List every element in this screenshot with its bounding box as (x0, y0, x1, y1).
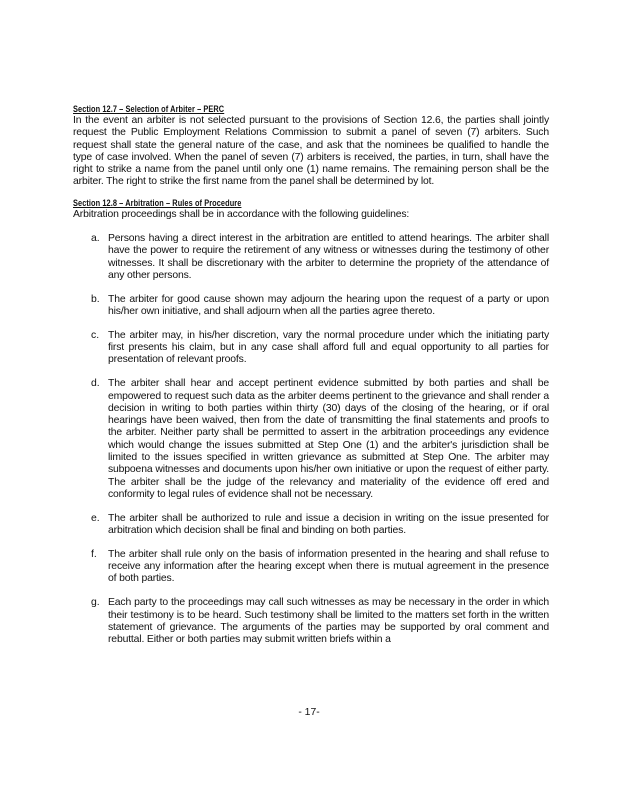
list-item-text: Each party to the proceedings may call such witnesses as may be necessary in the order in which their testimony is to be heard. Such testimony shall be limited to the matters set forth in the written statement of grievance. The arguments of the parties may be supported by oral comment and rebuttal. Either or both parties may submit written briefs within a (108, 597, 549, 646)
list-item-letter: d. (91, 378, 100, 390)
section-12-8 (73, 198, 549, 647)
list-item (73, 294, 549, 319)
list-item-text: The arbiter shall rule only on the basis of information presented in the hearing and shall refuse to receive any information after the hearing except when there is mutual agreement in the presence of both parties. (108, 548, 549, 585)
section-12-8-intro: Arbitration proceedings shall be in accordance with the following guidelines: (73, 208, 410, 220)
list-item-letter: g. (91, 597, 100, 609)
list-item (73, 330, 549, 367)
document-content (73, 104, 549, 658)
list-item-letter: b. (91, 293, 100, 305)
section-12-8-heading: Section 12.8 – Arbitration – Rules of Procedure (73, 197, 242, 208)
section-12-7 (73, 104, 549, 189)
list-item-text: Persons having a direct interest in the arbitration are entitled to attend hearings. The arbiter shall have the power to require the retirement of any witness or witnesses during the testimony of other witnesses. It shall be discretionary with the arbiter to determine the propriety of the attendance of any other persons. (108, 233, 549, 281)
list-item (73, 378, 549, 501)
list-item (73, 549, 549, 586)
list-item-letter: a. (91, 233, 100, 245)
list-item-text: The arbiter shall hear and accept pertinent evidence submitted by both parties and shall be empowered to request such data as the arbiter deems pertinent to the grievance and shall render a decision in writing to both parties within thirty (30) days of the closing of the hearing, or if oral hearings have been waived, then from the date of transmitting the final statements and proofs to the arbiter. Neither party shall be permitted to assert in the arbitration proceedings any evidence which would change the issues submitted at Step One (1) and the arbiter's jurisdiction shall be limited to the issues specified in written grievance as submitted at Step One. The arbiter may subpoena witnesses and documents upon his/her own initiative or upon the request of either party. The arbiter shall be the judge of the relevancy and materiality of the evidence off ered and conformity to legal rules of evidence shall not be necessary. (108, 378, 549, 500)
page-number: - 17- (298, 707, 320, 718)
list-item-letter: e. (91, 512, 100, 524)
list-item-letter: c. (91, 329, 100, 341)
list-item (73, 597, 549, 646)
list-item-text: The arbiter for good cause shown may adjourn the hearing upon the request of a party or upon his/her own initiative, and shall adjourn when all the parties agree thereto. (108, 293, 549, 318)
list-item-letter: f. (91, 548, 97, 560)
list-item-text: The arbiter shall be authorized to rule and issue a decision in writing on the issue presented for arbitration which decision shall be final and binding on both parties. (108, 512, 549, 537)
list-item (73, 233, 549, 282)
section-12-7-heading: Section 12.7 – Selection of Arbiter – PERC (73, 104, 225, 114)
list-item (73, 513, 549, 538)
section-12-7-body: In the event an arbiter is not selected pursuant to the provisions of Section 12.6, the parties shall jointly request the Public Employment Relations Commission to submit a panel of seven (7) arbiters. Such request shall state the general nature of the case, and ask that the nominees be qualified to handle the type of case involved. When the panel of seven (7) arbiters is received, the parties, in turn, shall have the right to strike a name from the panel until only one (1) name remains. The remaining person shall be the arbiter. The right to strike the first name from the panel shall be determined by lot. (73, 115, 549, 188)
guidelines-list (73, 233, 549, 646)
list-item-text: The arbiter may, in his/her discretion, vary the normal procedure under which the initiating party first presents his claim, but in any case shall afford full and equal opportunity to all parties for presentation of relevant proofs. (108, 329, 549, 366)
